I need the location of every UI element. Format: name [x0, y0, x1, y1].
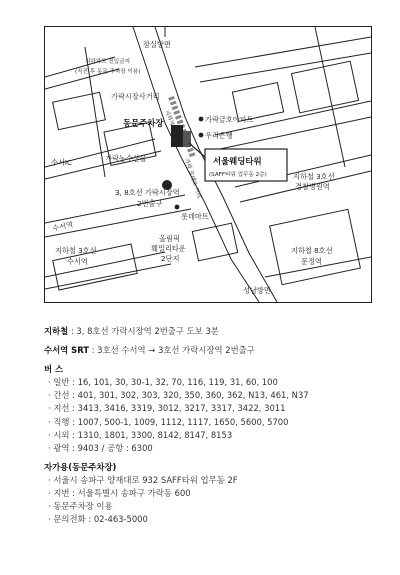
- subway-row: [44, 325, 384, 338]
- label-line3-suseo-1: 지하철 3호선: [55, 246, 97, 255]
- apt-marker-icon: [199, 117, 204, 122]
- srt-row: [44, 344, 384, 357]
- bus-line: · 지선 : 3413, 3416, 3319, 3012, 3217, 3317, 3422, 3011: [48, 403, 286, 414]
- label-garak-intersection: 가락시장사거리: [111, 92, 160, 101]
- label-garak-station-1: 3, 8호선 가락시장역: [115, 188, 180, 197]
- label-garak-station-2: 2번출구: [137, 199, 163, 208]
- label-line3-suseo-2: 수서역: [67, 257, 88, 266]
- label-line3-gyeongchal-1: 지하철 3호선: [293, 172, 335, 181]
- map-drawing: [45, 27, 371, 302]
- label-olympic-2: 훼밀리타운: [151, 244, 186, 253]
- directions-info: [44, 325, 384, 526]
- bus-line: · 간선 : 401, 301, 302, 303, 320, 350, 360, 362, N13, 461, N37: [48, 390, 309, 401]
- label-garak-nonghyup: 가락농수산물: [105, 154, 147, 163]
- car-line: · 동문주차장 이용: [48, 501, 113, 512]
- subway-text: : 3, 8호선 가락시장역 2번출구 도보 3분: [70, 326, 219, 336]
- label-olympic-3: 2단지: [161, 254, 180, 263]
- label-building: 서울웨딩타워: [213, 156, 262, 166]
- label-line8-munjeong-1: 지하철 8호선: [291, 246, 333, 255]
- label-suseo-ic: 수서IC: [51, 158, 73, 167]
- label-no-entry: 지하차도 진입금지: [85, 59, 131, 65]
- bus-label: 버 스: [44, 364, 64, 375]
- label-woori-bank: 우리은행: [205, 131, 233, 140]
- bus-line: · 일반 : 16, 101, 30, 30-1, 32, 70, 116, 119, 31, 60, 100: [48, 377, 278, 388]
- car-line: · 지번 : 서울특별시 송파구 가락동 600: [48, 488, 191, 499]
- label-dongmun-parking: 동문주차장: [123, 118, 164, 128]
- car-line: · 서울시 송파구 양재대로 932 SAFF타워 업무동 2F: [48, 474, 238, 485]
- bus-line: · 광역 : 9403 / 공항 : 6300: [48, 442, 153, 453]
- srt-label: 수서역 SRT: [44, 345, 90, 356]
- label-suseo-road: 수서역: [51, 219, 74, 233]
- location-map: [44, 26, 372, 303]
- car-label: 자가용(동문주차장): [44, 461, 117, 472]
- label-garak-rodeo: 가락 로데오 거리: [183, 157, 202, 199]
- label-line8-munjeong-2: 문정역: [301, 257, 322, 266]
- label-underpass: 지하차도: [163, 109, 177, 132]
- label-seongnam: 성남방면: [243, 286, 271, 295]
- car-line: · 문의전화 : 02-463-5000: [48, 514, 148, 525]
- label-jamsil: 잠실방면: [143, 40, 171, 49]
- label-garak-kumho: 가락금호아파트: [205, 115, 254, 124]
- mart-marker-icon: [175, 205, 180, 210]
- label-no-entry-note: (직진 후 동문 주차장 이용): [75, 69, 141, 75]
- bus-line: · 직행 : 1007, 500-1, 1009, 1112, 1117, 1650, 5600, 5700: [48, 416, 289, 427]
- bus-line: · 시외 : 1310, 1801, 3300, 8142, 8147, 8153: [48, 429, 233, 440]
- label-olympic-1: 올림픽: [159, 234, 180, 243]
- label-line3-gyeongchal-2: 경찰병원역: [295, 182, 330, 191]
- label-lotte-mart: 롯데마트: [181, 212, 209, 221]
- srt-text: : 3호선 수서역 → 3호선 가락시장역 2번출구: [91, 345, 255, 356]
- bank-marker-icon: [199, 133, 204, 138]
- label-building-floor: (SAFF타워 업무동 2층): [209, 172, 267, 178]
- subway-label: 지하철: [44, 326, 69, 336]
